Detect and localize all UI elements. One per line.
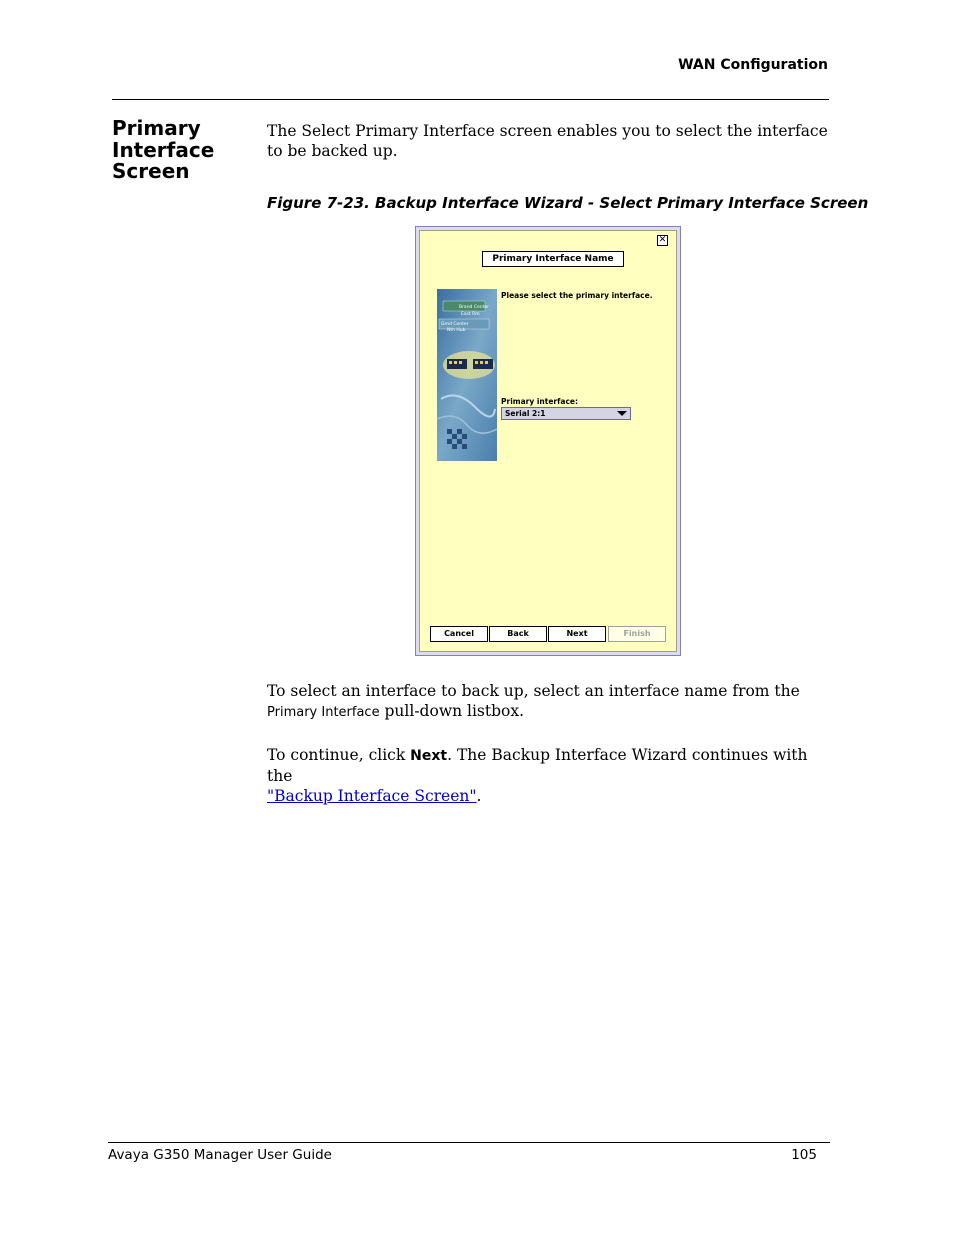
next-button[interactable]: Next <box>548 626 606 642</box>
dialog-prompt: Please select the primary interface. <box>501 291 653 300</box>
chevron-down-icon[interactable] <box>617 411 627 416</box>
illustration-label: Nth Hub <box>447 328 466 333</box>
primary-interface-label: Primary interface: <box>501 397 578 406</box>
primary-interface-select[interactable] <box>501 407 631 420</box>
backup-interface-screen-link[interactable]: "Backup Interface Screen" <box>267 787 477 805</box>
header-rule <box>112 99 829 100</box>
close-icon[interactable]: ✕ <box>658 235 667 245</box>
figure-caption: Figure 7-23. Backup Interface Wizard - Select Primary Interface Screen <box>267 194 869 212</box>
intro-paragraph: The Select Primary Interface screen enables you to select the interface to be backed up. <box>267 122 828 160</box>
back-button[interactable]: Back <box>489 626 547 642</box>
continue-paragraph: To continue, click Next. The Backup Interface Wizard continues with the "Backup Interface Screen". <box>267 746 808 805</box>
select-value: Serial 2:1 <box>505 409 546 418</box>
ui-term: Next <box>410 748 448 764</box>
instruction-paragraph: To select an interface to back up, select an interface name from the Primary Interface pull-down listbox. <box>267 682 800 720</box>
illustration-label: Brand Center <box>459 305 489 310</box>
ui-term: Primary Interface <box>267 705 380 720</box>
dialog-title: Primary Interface Name <box>482 251 624 267</box>
illustration-label: East Rm <box>461 312 480 317</box>
footer-guide-title: Avaya G350 Manager User Guide <box>108 1147 332 1163</box>
running-header: WAN Configuration <box>678 57 828 73</box>
network-illustration <box>437 289 497 461</box>
wizard-screenshot <box>415 226 681 656</box>
cancel-button[interactable]: Cancel <box>430 626 488 642</box>
illustration-label: Grnd Center <box>441 322 469 327</box>
footer-rule <box>108 1142 830 1143</box>
page-number: 105 <box>791 1147 817 1163</box>
section-heading: Primary Interface Screen <box>112 116 215 183</box>
finish-button: Finish <box>608 626 666 642</box>
wizard-dialog <box>419 230 677 652</box>
